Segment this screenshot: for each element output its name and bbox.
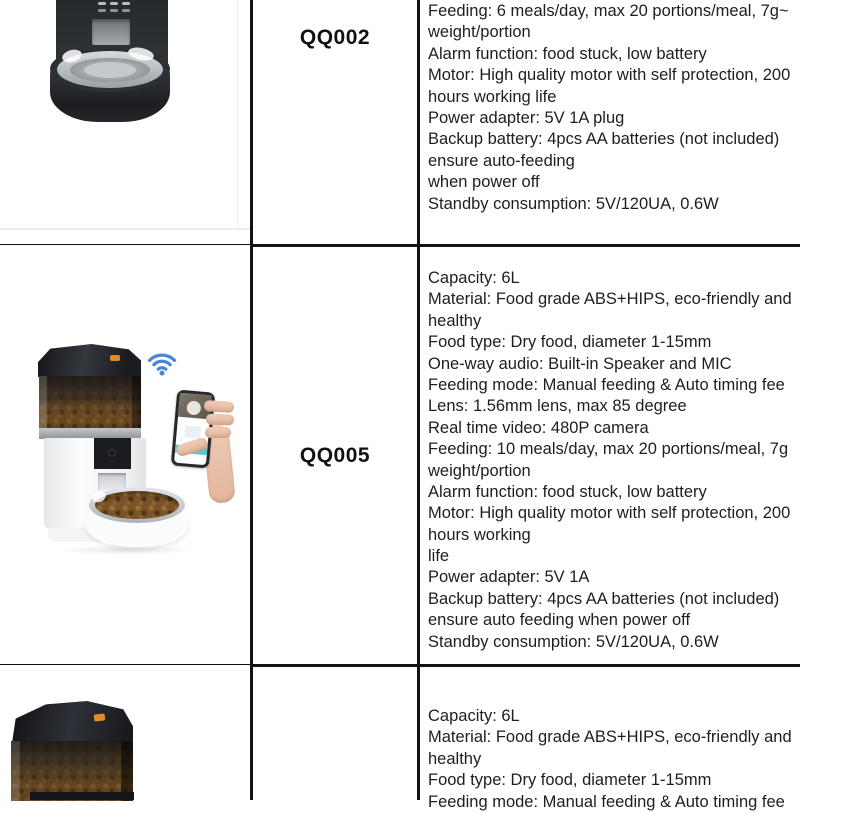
steel-bowl-center (84, 62, 136, 78)
product-photo-qq005 (0, 245, 250, 664)
spec-line: Material: Food grade ABS+HIPS, eco-friendly and (428, 728, 792, 747)
specs-list-qq005 (428, 268, 848, 653)
product-photo-qq002 (0, 0, 250, 243)
spec-line: Real time video: 480P camera (428, 418, 649, 437)
hand-holding-phone (172, 387, 236, 517)
spec-line: Feeding mode: Manual feeding & Auto timing fee (428, 375, 785, 394)
specs-list-row-3 (428, 706, 848, 813)
brand-logo-badge (110, 355, 120, 361)
feeder-lid (12, 701, 133, 743)
feeder-button-icon (110, 9, 118, 12)
spec-line: healthy (428, 311, 482, 330)
hopper-reflection (39, 376, 47, 429)
model-label-qq005: QQ005 (299, 444, 371, 467)
spec-line: Lens: 1.56mm lens, max 85 degree (428, 397, 687, 416)
spec-line: Alarm function: food stuck, low battery (428, 482, 707, 501)
feeder-button-icon (98, 9, 106, 12)
spec-line: Standby consumption: 5V/120UA, 0.6W (428, 194, 719, 213)
spec-line: Material: Food grade ABS+HIPS, eco-friendly and (428, 290, 792, 309)
photo-edge-line (237, 0, 238, 230)
spec-line: weight/portion (428, 23, 531, 42)
spec-line: Food type: Dry food, diameter 1-15mm (428, 771, 712, 790)
spec-line: life (428, 547, 450, 566)
specs-list-qq002 (428, 1, 848, 215)
feeder-button-icon (98, 2, 106, 5)
spec-line: Backup battery: 4pcs AA batteries (not included) (428, 130, 780, 149)
spec-line: ensure auto feeding when power off (428, 611, 691, 630)
model-label-qq002: QQ002 (299, 26, 371, 49)
spec-line: weight/portion (428, 461, 531, 480)
spec-line: ensure auto-feeding (428, 151, 575, 170)
finger (206, 414, 234, 426)
spec-line: Feeding mode: Manual feeding & Auto timing fee (428, 792, 785, 811)
spec-line: One-way audio: Built-in Speaker and MIC (428, 354, 732, 373)
camera-lens-icon (108, 449, 116, 457)
feeder-button-icon (110, 2, 118, 5)
spec-line: Feeding: 10 meals/day, max 20 portions/meal, 7g (428, 440, 789, 459)
spec-line: hours working (428, 525, 531, 544)
spec-line: Motor: High quality motor with self protection, 200 (428, 66, 791, 85)
spec-line: Power adapter: 5V 1A (428, 568, 590, 587)
feeder-button-icon (122, 2, 130, 5)
spec-line: Feeding: 6 meals/day, max 20 portions/meal, 7g~ (428, 2, 789, 20)
app-card (184, 425, 201, 438)
photo-edge-line (0, 228, 250, 230)
wifi-icon (147, 350, 177, 377)
finger (205, 427, 231, 438)
camera-panel (94, 438, 131, 469)
table-border-vertical-2 (417, 0, 420, 800)
hopper-tint (39, 376, 141, 429)
spec-line: Food type: Dry food, diameter 1-15mm (428, 333, 712, 352)
spec-line: Standby consumption: 5V/120UA, 0.6W (428, 632, 719, 651)
hopper-base-band (30, 792, 134, 800)
spec-line: hours working life (428, 87, 557, 106)
brand-logo-badge (94, 713, 106, 721)
spec-line: when power off (428, 173, 540, 192)
spec-line: Alarm function: food stuck, low battery (428, 44, 707, 63)
spec-line: Backup battery: 4pcs AA batteries (not included) (428, 589, 780, 608)
table-border-vertical-1 (250, 0, 253, 800)
food-chute (92, 19, 130, 45)
hopper-edge (132, 376, 141, 429)
food-hopper (39, 376, 141, 429)
spec-line: Capacity: 6L (428, 707, 520, 725)
spec-line: Motor: High quality motor with self protection, 200 (428, 504, 791, 523)
feeder-button-icon (122, 9, 130, 12)
finger (204, 400, 235, 413)
product-photo-row-3 (0, 665, 250, 800)
bowl-food (95, 491, 179, 519)
spec-line: healthy (428, 749, 482, 768)
feeder-lid (38, 344, 141, 377)
hopper-reflection (11, 741, 20, 801)
spec-line: Capacity: 6L (428, 269, 520, 287)
spec-line: Power adapter: 5V 1A plug (428, 108, 625, 127)
